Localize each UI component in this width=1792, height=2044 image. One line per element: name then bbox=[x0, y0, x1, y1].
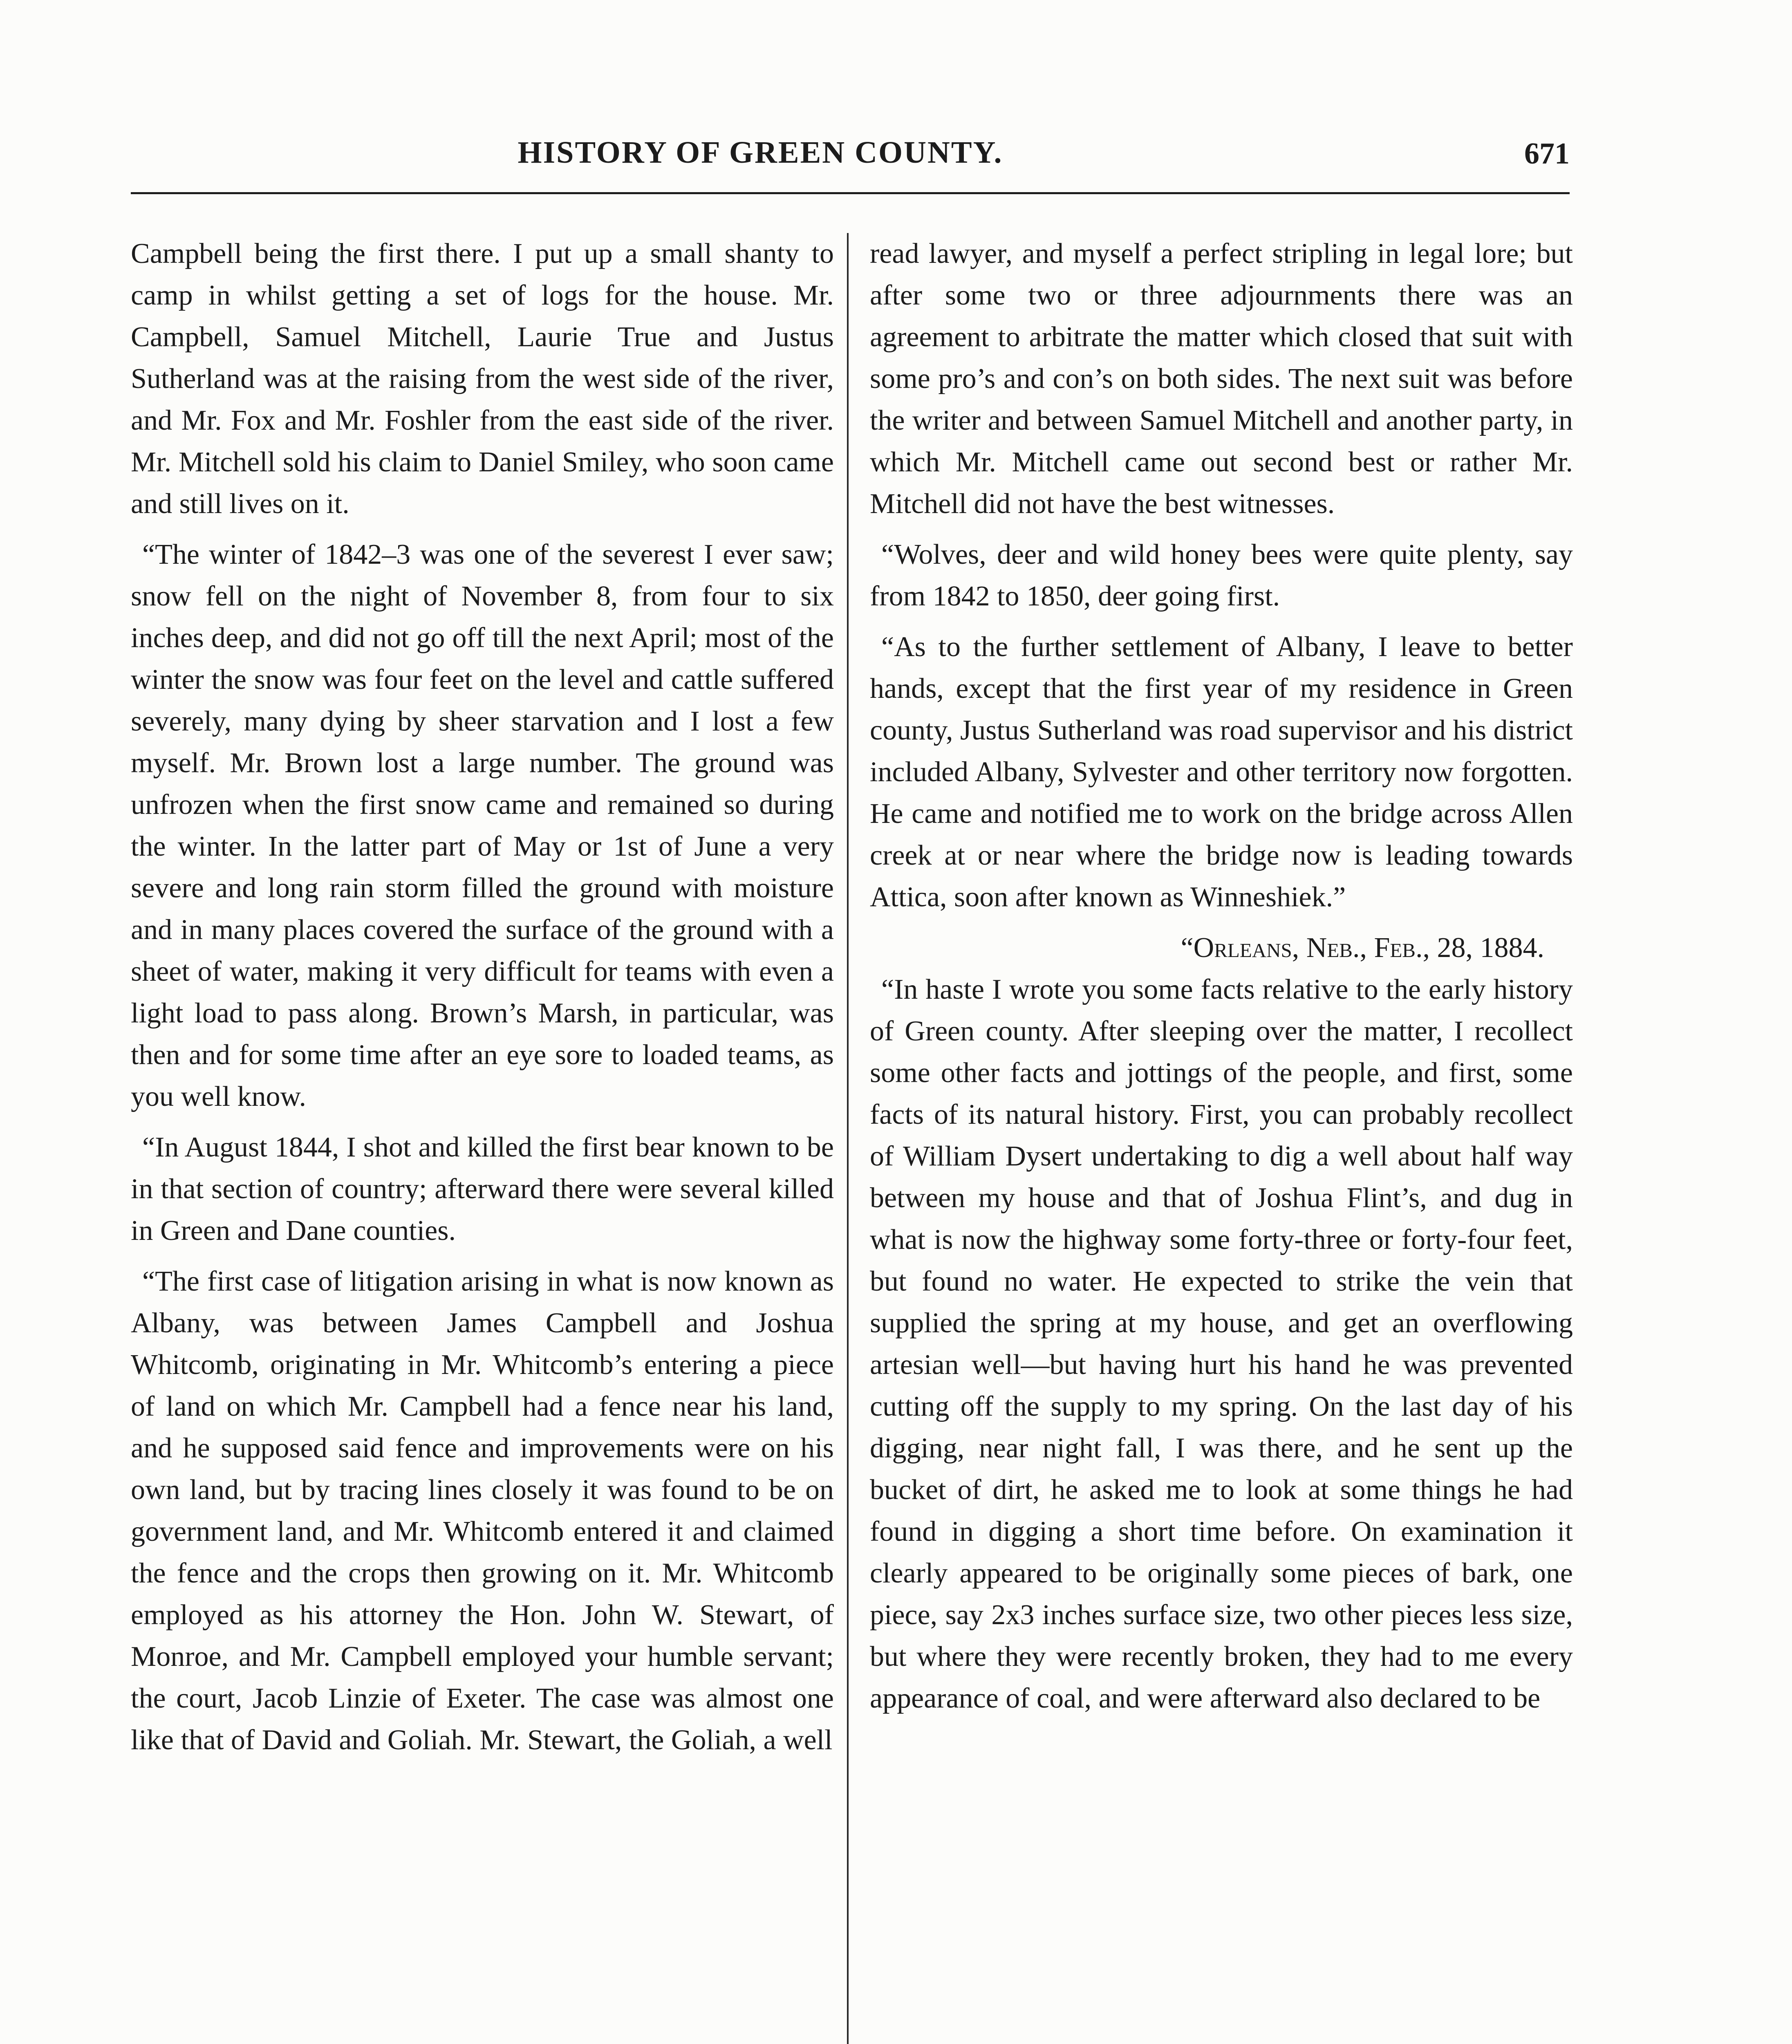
running-title: HISTORY OF GREEN COUNTY. bbox=[517, 135, 1003, 170]
right-column bbox=[870, 233, 1573, 1728]
right-paragraph-3: “As to the further settlement of Albany, I leave to better hands, except that the first year of my residence in Green county, Justus Sutherland was road supervisor and his district included Albany, Sylvester and other territory now forgotten. He came and notified me to work on the bridge across Allen creek at or near where the bridge now is leading towards Attica, soon after known as Winneshiek.” bbox=[870, 631, 1573, 913]
left-paragraph-1: Campbell being the first there. I put up a small shanty to camp in whilst getting a set of logs for the house. Mr. Campbell, Samuel Mitchell, Laurie True and Justus Sutherland was at the raising from the west side of the river, and Mr. Fox and Mr. Foshler from the east side of the river. Mr. Mitchell sold his claim to Daniel Smiley, who soon came and still lives on it. bbox=[131, 238, 834, 520]
column-divider bbox=[847, 233, 849, 2044]
left-column bbox=[131, 233, 834, 1770]
right-paragraph-4: “In haste I wrote you some facts relative to the early history of Green county. After sleeping over the matter, I recollect some other facts and jottings of the people, and first, some facts of its natural history. First, you can probably recollect of William Dysert undertaking to dig a well about half way between my house and that of Joshua Flint’s, and dug in what is now the highway some forty-three or forty-four feet, but found no water. He expected to strike the vein that supplied the spring at my house, and get an overflowing artesian well—but having hurt his hand he was prevented cutting off the supply to my spring. On the last day of his digging, near night fall, I was there, and he sent up the bucket of dirt, he asked me to look at some things he had found in digging a short time before. On examination it clearly appeared to be originally some pieces of bark, one piece, say 2x3 inches surface size, two other pieces less size, but where they were recently broken, they had to me every appearance of coal, and were afterward also declared to be bbox=[870, 974, 1573, 1714]
letter-dateline: “Orleans, Neb., Feb., 28, 1884. bbox=[1180, 932, 1544, 964]
header-rule bbox=[131, 192, 1570, 194]
left-paragraph-2: “The winter of 1842–3 was one of the severest I ever saw; snow fell on the night of November 8, from four to six inches deep, and did not go off till the next April; most of the winter the snow was four feet on the level and cattle suffered severely, many dying by sheer starvation and I lost a few myself. Mr. Brown lost a large number. The ground was unfrozen when the first snow came and remained so during the winter. In the latter part of May or 1st of June a very severe and long rain storm filled the ground with moisture and in many places covered the surface of the ground with a sheet of water, making it very difficult for teams with even a light load to pass along. Brown’s Marsh, in particular, was then and for some time after an eye sore to loaded teams, as you well know. bbox=[131, 539, 834, 1112]
left-paragraph-3: “In August 1844, I shot and killed the first bear known to be in that section of country; afterward there were several killed in Green and Dane counties. bbox=[131, 1132, 834, 1246]
running-head bbox=[131, 135, 1570, 184]
page-number: 671 bbox=[1524, 137, 1570, 170]
right-paragraph-1: read lawyer, and myself a perfect stripling in legal lore; but after some two or three adjournments there was an agreement to arbitrate the matter which closed that suit with some pro’s and con’s on both sides. The next suit was before the writer and between Samuel Mitchell and another party, in which Mr. Mitchell came out second best or rather Mr. Mitchell did not have the best witnesses. bbox=[870, 238, 1573, 520]
right-paragraph-2: “Wolves, deer and wild honey bees were quite plenty, say from 1842 to 1850, deer going first. bbox=[870, 539, 1573, 612]
left-paragraph-4: “The first case of litigation arising in what is now known as Albany, was between James Campbell and Joshua Whitcomb, originating in Mr. Whitcomb’s entering a piece of land on which Mr. Campbell had a fence near his land, and he supposed said fence and improvements were on his own land, but by tracing lines closely it was found to be on government land, and Mr. Whitcomb entered it and claimed the fence and the crops then growing on it. Mr. Whitcomb employed as his attorney the Hon. John W. Stewart, of Monroe, and Mr. Campbell employed your humble servant; the court, Jacob Linzie of Exeter. The case was almost one like that of David and Goliah. Mr. Stewart, the Goliah, a well bbox=[131, 1266, 834, 1756]
